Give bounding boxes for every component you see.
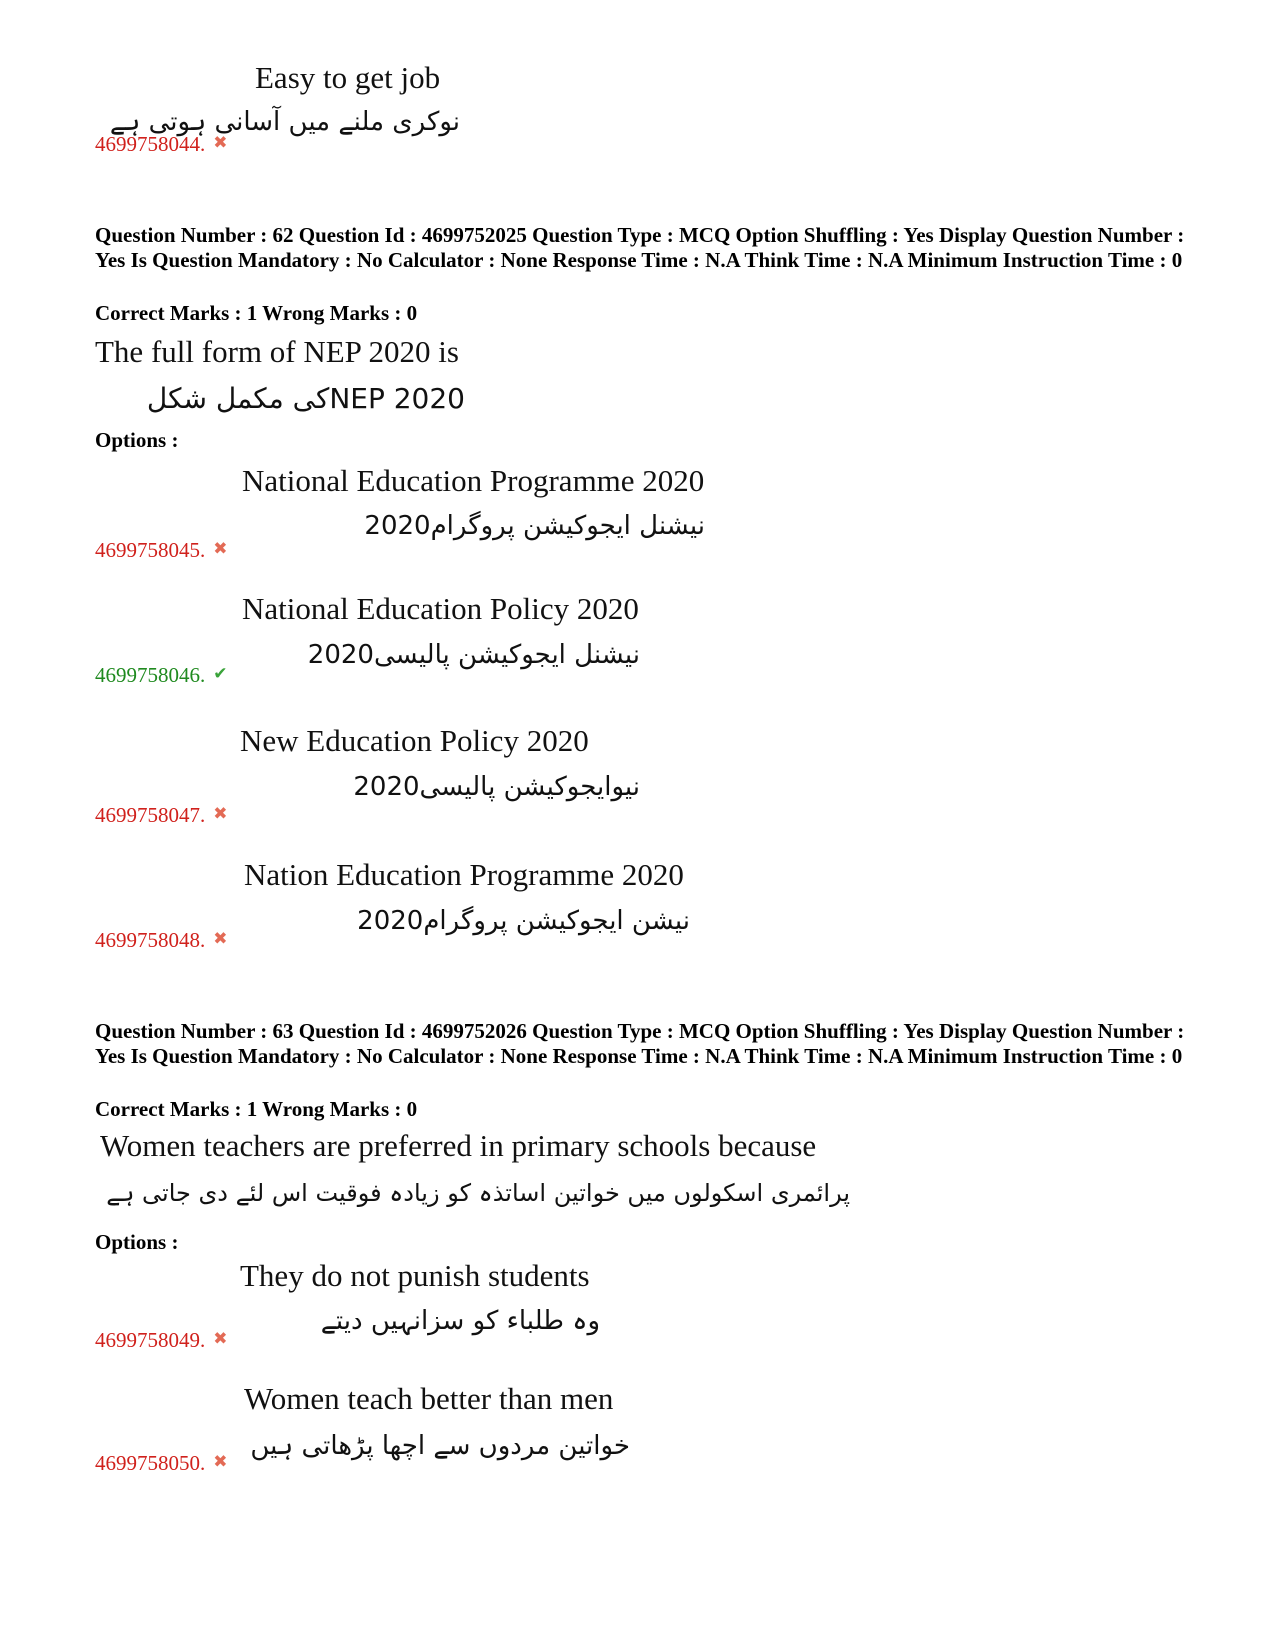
option-id (95, 537, 228, 563)
option-text-en: Women teach better than men (244, 1381, 614, 1416)
options-label: Options : (95, 428, 179, 452)
question-meta: Question Number : 63 Question Id : 4699752026 Question Type : MCQ Option Shuffling : Yes Display Question Number : Yes Is Question Mandatory : No Calculator : None Response Time : N.A Think Time : N.A Minimum Instruction Time : 0 (95, 1019, 1185, 1068)
option-text-en: New Education Policy 2020 (240, 723, 589, 758)
option-text-en: Easy to get job (255, 60, 441, 95)
wrong-mark-icon: ✖ (213, 539, 228, 559)
option-id-text: 4699758049. (95, 1328, 206, 1352)
question-meta: Question Number : 62 Question Id : 4699752025 Question Type : MCQ Option Shuffling : Yes Display Question Number : Yes Is Question Mandatory : No Calculator : None Response Time : N.A Think Time : N.A Minimum Instruction Time : 0 (95, 223, 1185, 272)
option-id (95, 1450, 228, 1476)
question-marks: Correct Marks : 1 Wrong Marks : 0 (95, 1097, 418, 1121)
option-text-ur: نیشنل ایجوکیشن پروگرام2020 (364, 511, 705, 541)
wrong-mark-icon: ✖ (213, 1329, 228, 1349)
option-id (95, 1327, 228, 1353)
question-text-en: The full form of NEP 2020 is (95, 334, 459, 369)
option-text-ur: وہ طلباء کو سزانہیں دیتے (320, 1306, 600, 1336)
wrong-mark-icon: ✖ (213, 804, 228, 824)
wrong-mark-icon: ✖ (213, 133, 228, 153)
wrong-mark-icon: ✖ (213, 929, 228, 949)
option-text-ur: نیوایجوکیشن پالیسی2020 (353, 772, 640, 802)
option-text-ur: نوکری ملنے میں آسانی ہوتی ہے (109, 107, 460, 137)
correct-mark-icon: ✔ (213, 664, 228, 684)
question-text-en: Women teachers are preferred in primary schools because (100, 1128, 817, 1163)
option-id-text: 4699758048. (95, 928, 206, 952)
option-text-en: They do not punish students (240, 1258, 590, 1293)
option-id (95, 662, 228, 688)
option-id-text: 4699758046. (95, 663, 206, 687)
option-text-en: Nation Education Programme 2020 (244, 857, 684, 892)
option-id (95, 131, 228, 157)
question-marks: Correct Marks : 1 Wrong Marks : 0 (95, 301, 418, 325)
option-text-ur: خواتین مردوں سے اچھا پڑھاتی ہیں (250, 1431, 630, 1461)
options-label: Options : (95, 1230, 179, 1254)
question-text-ur: پرائمری اسکولوں میں خواتین اساتذہ کو زیادہ فوقیت اس لئے دی جاتی ہے (106, 1179, 850, 1207)
option-id (95, 927, 228, 953)
option-id-text: 4699758045. (95, 538, 206, 562)
option-id-text: 4699758044. (95, 132, 206, 156)
option-text-en: National Education Programme 2020 (242, 463, 705, 498)
option-text-ur: نیشنل ایجوکیشن پالیسی2020 (307, 640, 640, 670)
question-text-ur: NEP 2020کی مکمل شکل (146, 382, 465, 415)
option-id-text: 4699758050. (95, 1451, 206, 1475)
option-id-text: 4699758047. (95, 803, 206, 827)
option-text-en: National Education Policy 2020 (242, 591, 639, 626)
wrong-mark-icon: ✖ (213, 1452, 228, 1472)
option-id (95, 802, 228, 828)
option-text-ur: نیشن ایجوکیشن پروگرام2020 (357, 906, 690, 936)
